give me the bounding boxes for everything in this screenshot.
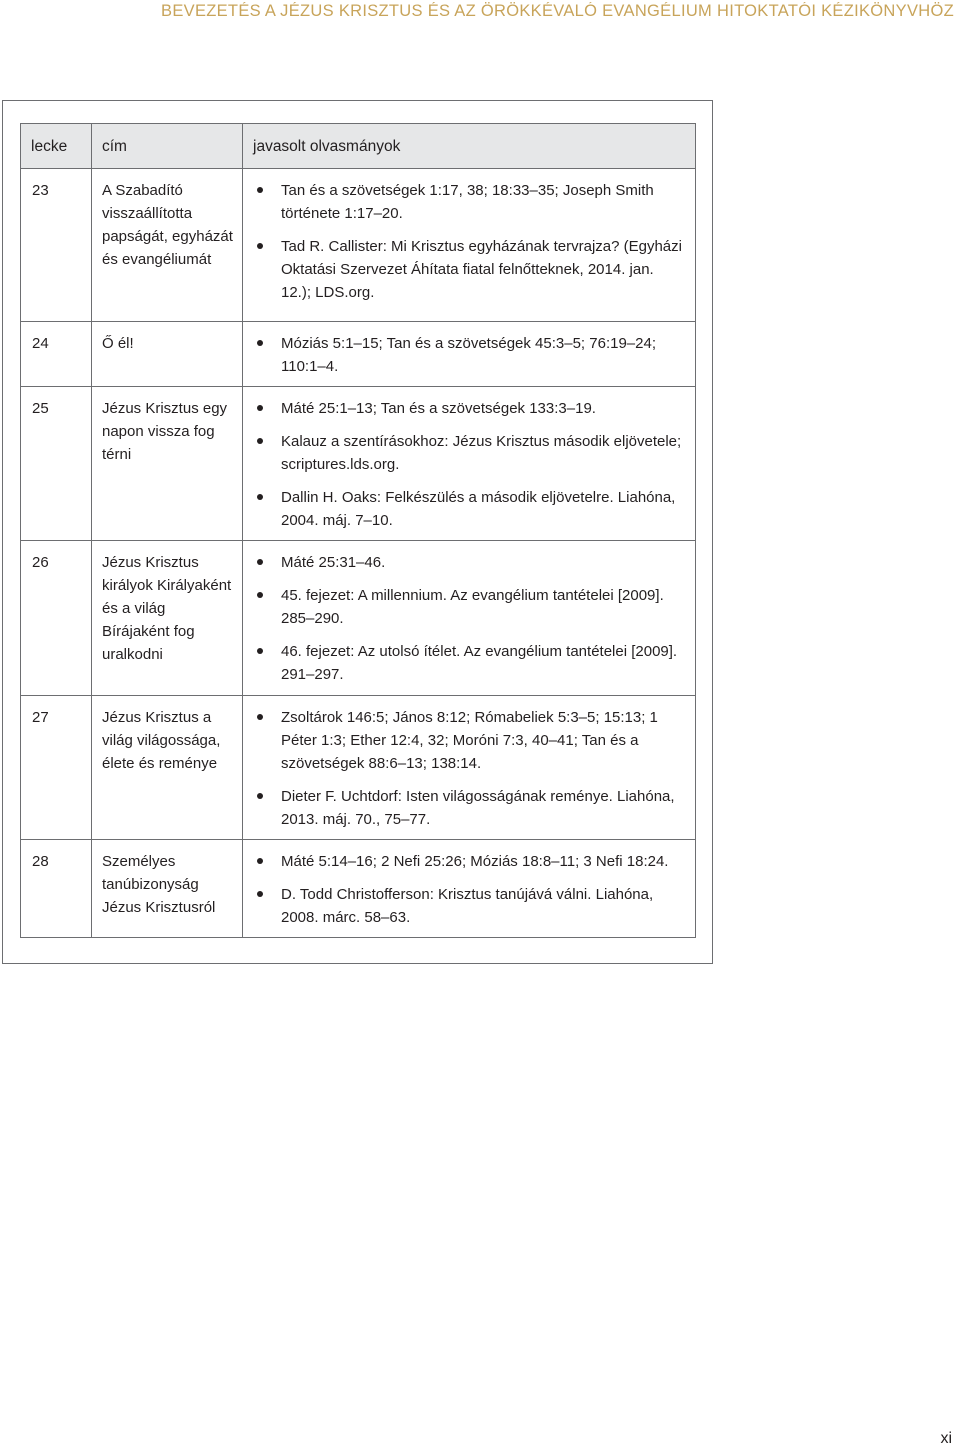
bullet-icon [257, 714, 263, 720]
lesson-number: 28 [21, 840, 92, 938]
reading-text: 46. fejezet: Az utolsó ítélet. Az evangélium tantételei [2009]. 291–297. [281, 643, 678, 683]
reading-item [257, 551, 683, 574]
running-header: BEVEZETÉS A JÉZUS KRISZTUS ÉS AZ ÖRÖKKÉVALÓ EVANGÉLIUM HITOKTATÓI KÉZIKÖNYVHÖZ [161, 2, 954, 20]
lesson-title: Ő él! [92, 322, 243, 387]
lesson-title: A Szabadító visszaállította papságát, egyházát és evangéliumát [92, 169, 243, 322]
lesson-title: Jézus Krisztus királyok Királyaként és a világ Bírájaként fog uralkodni [92, 541, 243, 696]
bullet-icon [257, 648, 263, 654]
lesson-number: 23 [21, 169, 92, 322]
reading-item [257, 332, 683, 378]
bullet-icon [257, 858, 263, 864]
bullet-icon [257, 405, 263, 411]
bullet-icon [257, 340, 263, 346]
lesson-readings [243, 169, 696, 322]
reading-item [257, 584, 683, 630]
lesson-number: 26 [21, 541, 92, 696]
page-number: xi [940, 1430, 952, 1447]
reading-text: Máté 25:1–13; Tan és a szövetségek 133:3–19. [281, 400, 596, 417]
reading-item [257, 883, 683, 929]
lesson-table [20, 123, 696, 938]
table-row [21, 387, 696, 541]
lesson-number: 25 [21, 387, 92, 541]
lesson-title: Személyes tanúbizonyság Jézus Krisztusról [92, 840, 243, 938]
reading-text: Zsoltárok 146:5; János 8:12; Rómabeliek 5:3–5; 15:13; 1 Péter 1:3; Ether 12:4, 32; Moróni 7:3, 40–41; Tan és a szövetségek 88:6–13; 138:14. [281, 709, 658, 772]
table-row [21, 541, 696, 696]
lesson-title: Jézus Krisztus a világ világossága, élete és reménye [92, 696, 243, 840]
table-row [21, 322, 696, 387]
reading-item [257, 706, 683, 775]
table-row [21, 696, 696, 840]
reading-text: Dieter F. Uchtdorf: Isten világosságának reménye. Liahóna, 2013. máj. 70., 75–77. [281, 788, 675, 828]
reading-text: Dallin H. Oaks: Felkészülés a második eljövetelre. Liahóna, 2004. máj. 7–10. [281, 489, 676, 529]
column-header-cim: cím [92, 124, 243, 169]
lesson-readings [243, 840, 696, 938]
reading-item [257, 397, 683, 420]
bullet-icon [257, 891, 263, 897]
bullet-icon [257, 243, 263, 249]
lesson-readings [243, 696, 696, 840]
table-row [21, 840, 696, 938]
bullet-icon [257, 438, 263, 444]
table-row [21, 169, 696, 322]
reading-text: 45. fejezet: A millennium. Az evangélium tantételei [2009]. 285–290. [281, 587, 664, 627]
column-header-lecke: lecke [21, 124, 92, 169]
reading-item [257, 179, 683, 225]
reading-text: Móziás 5:1–15; Tan és a szövetségek 45:3–5; 76:19–24; 110:1–4. [281, 335, 656, 375]
bullet-icon [257, 494, 263, 500]
reading-text: D. Todd Christofferson: Krisztus tanújává válni. Liahóna, 2008. márc. 58–63. [281, 886, 654, 926]
table-header-row [21, 124, 696, 169]
bullet-icon [257, 592, 263, 598]
reading-item [257, 640, 683, 686]
bullet-icon [257, 793, 263, 799]
lesson-title: Jézus Krisztus egy napon vissza fog térni [92, 387, 243, 541]
reading-item [257, 235, 683, 304]
reading-item [257, 850, 683, 873]
reading-text: Tad R. Callister: Mi Krisztus egyházának tervrajza? (Egyházi Oktatási Szervezet Áhítata fiatal felnőtteknek, 2014. jan. 12.); LDS.org. [281, 238, 682, 301]
bullet-icon [257, 187, 263, 193]
lesson-readings [243, 387, 696, 541]
reading-item [257, 785, 683, 831]
bullet-icon [257, 559, 263, 565]
reading-item [257, 430, 683, 476]
lesson-readings [243, 322, 696, 387]
lesson-number: 24 [21, 322, 92, 387]
reading-item [257, 486, 683, 532]
reading-text: Máté 5:14–16; 2 Nefi 25:26; Móziás 18:8–11; 3 Nefi 18:24. [281, 853, 669, 870]
lesson-number: 27 [21, 696, 92, 840]
reading-text: Máté 25:31–46. [281, 554, 386, 571]
reading-text: Kalauz a szentírásokhoz: Jézus Krisztus második eljövetele; scriptures.lds.org. [281, 433, 682, 473]
reading-text: Tan és a szövetségek 1:17, 38; 18:33–35; Joseph Smith története 1:17–20. [281, 182, 654, 222]
lesson-readings [243, 541, 696, 696]
column-header-readings: javasolt olvasmányok [243, 124, 696, 169]
